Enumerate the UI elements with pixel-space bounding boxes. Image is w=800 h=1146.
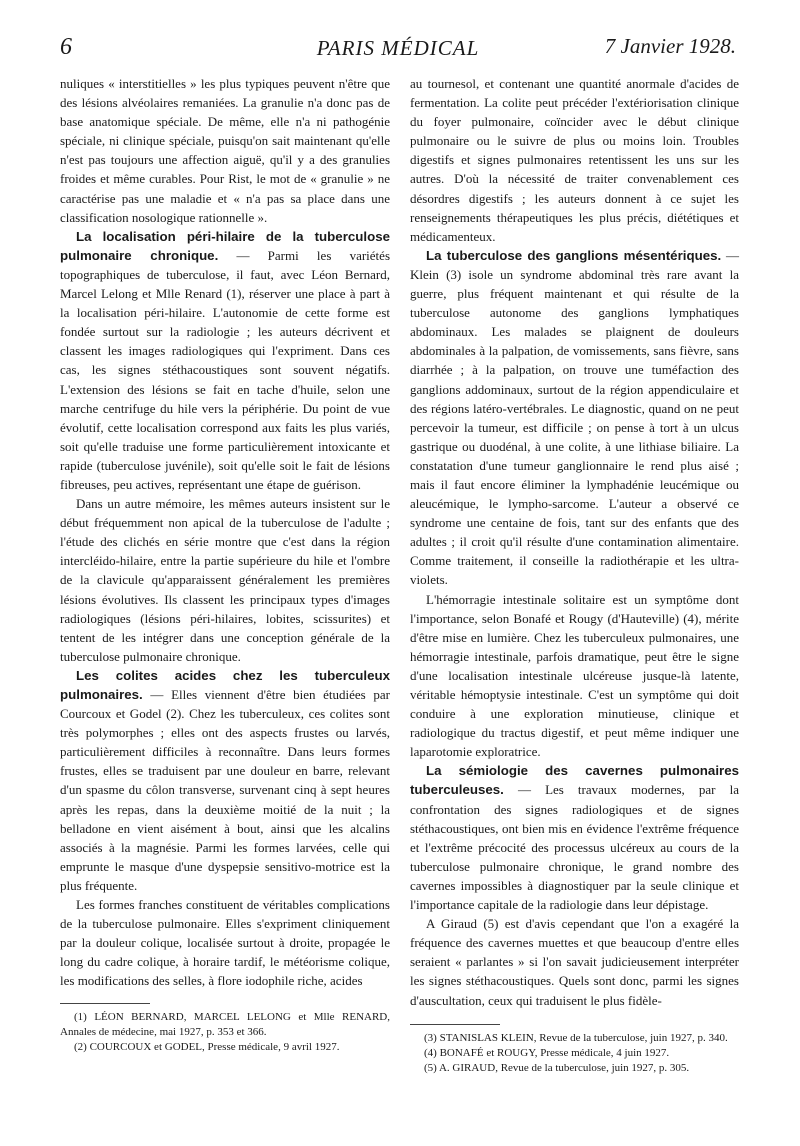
footnote: (3) STANISLAS KLEIN, Revue de la tuberculose, juin 1927, p. 340. [424,1031,728,1044]
section-cavernes [410,761,739,914]
paragraph: Les formes franches constituent de véritables complications de la tuberculose pulmonaire. Elles s'expriment cliniquement par la douleur colique, localisée surtout à droite, propagée le long du cadre colique, à horaire tardif, le météorisme colique, les modifications des selles, à flore iodophile riche, acides [60,897,390,989]
paragraph: L'hémorragie intestinale solitaire est un symptôme dont l'importance, selon Bonafé et Rougy (d'Hauteville) (4), mérite d'être mise en lumière. Chez les tuberculeux pulmonaires, une hémorragie intestinale, parfois dramatique, peut être le signe d'une localisation intestinale ulcéreuse jusque-là latente, véritable hémoptysie intestinale. C'est un symptôme qui doit conduire à une exploration minutieuse, clinique et radiologique du tractus digestif, et peut même indiquer une laparotomie exploratrice. [410,591,739,760]
journal-title: PARIS MÉDICAL [316,36,480,60]
left-column [60,74,390,1055]
section-title: Les colites acides chez les tuberculeux pulmonaires. [60,667,390,702]
footnote: (1) LÉON BERNARD, MARCEL LELONG et Mlle RENARD, Annales de médecine, mai 1927, p. 353 et 366. [60,1010,390,1038]
section-body: — Parmi les variétés topographiques de tuberculose, il faut, avec Léon Bernard, Marcel Lelong et Mlle Renard (1), réserver une place à part à la localisation péri-hilaire. L'autonomie de cette forme est fondée surtout sur la radiologie ; les auteurs décrivent et classent les images radiologiques qui l'expriment. Dans ces cas, les signes stéthacoustiques sont souvent négatifs. L'extension des lésions se fait en tache d'huile, selon une marche centrifuge du hile vers la périphérie. Du point de vue évolutif, cette localisation correspond aux faits les plus variés, soit qu'elle traduise une forme particulièrement intoxicante et rapide (tuberculose juvénile), soit qu'elle soit le fait de lésions fibreuses, peu actives, représentant une étape de guérison. [60,247,390,492]
paragraph: A Giraud (5) est d'avis cependant que l'on a exagéré la fréquence des cavernes muettes et que beaucoup d'entre elles seraient « parlantes » si l'on savait judicieusement interpréter les signes stéthacoustiques. Quels sont donc, parmi les signes d'auscultation, ceux qui traduisent le plus fidèle- [410,916,739,1008]
paragraph: Dans un autre mémoire, les mêmes auteurs insistent sur le début fréquemment non apical de la tuberculose de l'adulte ; l'étude des clichés en série montre que c'est dans la région intercléido-hilaire, entre la partie supérieure du hile et l'ombre de la clavicule qu'apparaissent généralement les premières lésions évolutives. Ils classent les principaux types d'images radiologiques (lésions péri-hilaires, lobites, scissurites) et tentent de les intégrer dans une conception générale de la tuberculose pulmonaire chronique. [60,496,390,664]
footnote-divider [60,1003,150,1004]
footnote: (2) COURCOUX et GODEL, Presse médicale, 9 avril 1927. [74,1040,340,1053]
section-body: — Les travaux modernes, par la confrontation des signes radiologiques et de signes stéthacoustiques, ont bien mis en évidence l'extrême fréquence et l'extrême précocité des processus ulcéreux au cours de la tuberculose pulmonaire chronique, le grand nombre des cavernes impossibles à diagnostiquer par la seule clinique et l'importance capitale de la radiologie dans leur dépistage. [410,782,739,913]
footnote: (5) A. GIRAUD, Revue de la tuberculose, juin 1927, p. 305. [424,1061,690,1074]
footnotes-right [410,1031,739,1076]
section-title: La localisation péri-hilaire de la tuberculose pulmonaire chronique. [60,228,390,263]
issue-date: 7 Janvier 1928. [604,34,736,58]
section-title: La sémiologie des cavernes pulmonaires tuberculeuses. [410,763,739,798]
page-header [60,34,736,64]
page-number: 6 [60,34,72,60]
paragraph: nuliques « interstitielles » les plus typiques peuvent n'être que des lésions alvéolaires remaniées. La granulie n'a donc pas de base anatomique spéciale. De même, elle n'a ni pathogénie spéciale, ni clinique spéciale, puisqu'on sait maintenant qu'elle n'est pas toujours une affection aiguë, qu'il y a des granulies froides et même curables. Pour Rist, le mot de « granulie » ne caractérise pas une maladie et « n'a pas sa place dans une classification nosologique rationnelle ». [60,76,390,225]
section-body: — Klein (3) isole un syndrome abdominal très rare avant la guerre, plus fréquent maintenant et qui résulte de la tuberculose autonome des ganglions lymphatiques abdominaux. Les malades se plaignent de douleurs abdominales à la palpation, de vomissements, sans fièvre, sans diarrhée ; à la palpation, on trouve une tuméfaction des ganglions addominaux, surtout de la région appendiculaire et des régions latéro-vertébrales. Le diagnostic, quand on ne peut percevoir la tumeur, est difficile ; on pense à tort à un ulcus gastrique ou duodénal, à une colite, à une lithiase biliaire. La constatation d'une tumeur ganglionnaire le rend plus aisé ; mais il faut encore éliminer la lymphadénie leucémique ou aleucémique, le lympho-sarcome. L'auteur a observé ce syndrome une centaine de fois, tant sur des enfants que des adultes ; il croit qu'il résulte d'une contamination alimentaire. Comme traitement, il conseille la radiothérapie et les ultra-violets. [410,247,740,588]
section-periphilaire [60,227,390,494]
section-body: — Elles viennent d'être bien étudiées par Courcoux et Godel (2). Chez les tuberculeux, ces colites sont très polymorphes ; elles ont des aspects frustes ou larvés, particulièrement difficiles à reconnaître. Dans leurs formes frustes, elles se traduisent par une douleur en barre, relevant d'un spasme du côlon transverse, survenant cinq à sept heures après les repas, dans la deuxième moitié de la nuit ; la belladone en vient aisément à bout, ainsi que les alcalins associés à la magnésie. Parmi les formes larvées, celle qui emprunte le masque d'une dyspepsie sensitivo-motrice est la plus fréquente. [60,687,390,893]
footnote-divider [410,1024,500,1025]
section-colites [60,666,390,895]
section-title: La tuberculose des ganglions mésentériques. [426,247,722,263]
footnote: (4) BONAFÉ et ROUGY, Presse médicale, 4 juin 1927. [424,1046,670,1059]
right-column [410,74,739,1076]
paragraph: au tournesol, et contenant une quantité anormale d'acides de fermentation. La colite peut précéder l'extériorisation clinique du foyer pulmonaire, coïncider avec le début clinique pulmonaire ou le suivre de plus ou moins loin. Troubles digestifs et signes pulmonaires retentissent les uns sur les autres. D'où la nécessité de traiter convenablement ces désordres digestifs ; les auteurs donnent à ce sujet les renseignements thérapeutiques les plus précis, diététiques et médicamenteux. [410,76,739,244]
footnotes-left [60,1010,390,1055]
section-ganglions [410,246,739,590]
